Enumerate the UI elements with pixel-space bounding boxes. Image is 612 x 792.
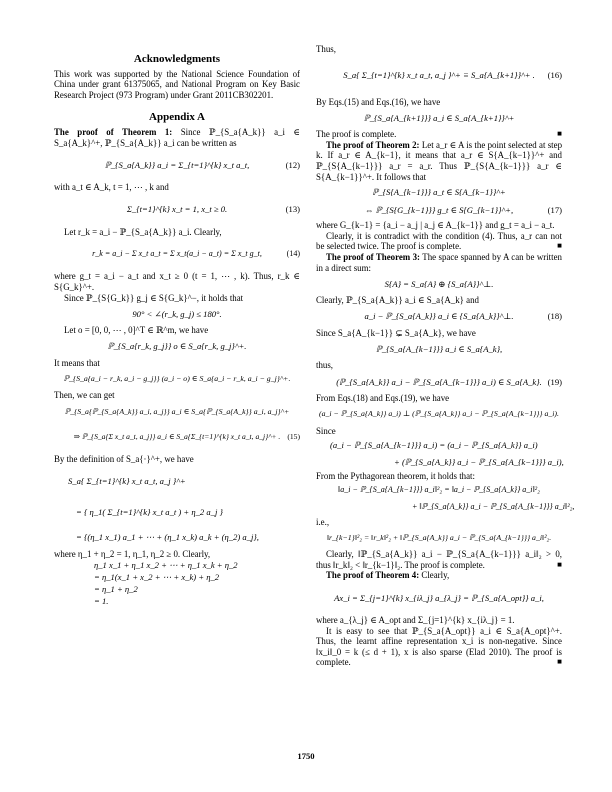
eta-sum-line3: = η_1 + η_2 [94,584,138,595]
equation-19 [316,374,562,390]
by-definition-text: By the definition of S_a{·}^+, we have [54,453,194,464]
equation-18-body: a_i − ℙ_{S_a{A_k}} a_i ∈ {S_a{A_k}}^⊥. [364,311,514,322]
eta-sum-line1: η_1 x_1 + η_1 x_2 + ⋯ + η_1 x_k + η_2 [94,560,238,571]
eta-sum-line4: = 1. [94,596,109,607]
equation-16 [316,58,562,94]
theorem2-text: Let a_r ∈ A is the point selected at step k. If a_r ∈ A_{k−1}, it means that a_r ∈ S{A_{k−1}}^+ and ℙ_{S{A_{k−1}}} a_r = a_r. Thus ℙ_{S{A_{k−1}}} a_r ∈ S{A_{k−1}}^+. It follows that [316,139,563,182]
qed-icon: ■ [557,241,562,251]
equation-15-body: ⇒ ℙ_{S_a{Σ x_t a_t, a_j}} a_i ∈ S_a{Σ_{t=1}^{k} x_t a_t, a_j}^+ . [73,431,281,441]
theorem1-intro: Since ℙ_{S_a{A_k}} a_i ∈ S_a{A_k}^+, ℙ_{S_a{A_k}} a_i can be written as [54,126,301,148]
proof-complete-1 [316,129,562,140]
theorem1-head: The proof of Theorem 1: [54,126,173,137]
easy-see-text: It is easy to see that ℙ_{S_a{A_opt}} a_i ∈ S_a{A_opt}^+. Thus, the learnt affine representation x_i is non-negative. Since ‖x_i‖_0 = k (≤ d + 1), x is also sparse (Elad 2010). The proof is complete. [316,625,562,668]
pythagorean-text: From the Pythagorean theorem, it holds that: [316,471,475,482]
where-G-text: where G_{k−1} = {a_i − a_j | a_j ∈ A_{k−1}} and g_t = a_i − a_t. [316,220,555,231]
proof-complete-1-text: The proof is complete. [316,129,397,140]
right-column [316,44,575,668]
equation-15 [54,423,300,451]
ie-text: i.e., [316,516,330,527]
projection-o-equation: ℙ_{S_a{r_k, g_j}} o ∈ S_a{r_k, g_j}^+. [107,341,247,352]
let-o-text: Let o = [0, 0, ⋯ , 0]^T ∈ ℝ^m, we have [64,325,209,336]
then-get-text: Then, we can get [54,390,115,401]
affine-hull-line3: = {(η_1 x_1) a_1 + ⋯ + (η_1 x_k) a_k + (η_2) a_j}, [76,532,259,543]
since-text-2: Since [316,425,336,436]
where-a-text: where a_{λ_j} ∈ A_opt and Σ_{j=1}^{k} x_{iλ_j} = 1. [316,615,515,626]
affine-hull-line2: = { η_1( Σ_{t=1}^{k} x_t a_t ) + η_2 a_j } [76,507,223,518]
theorem2-head: The proof of Theorem 2: [326,139,420,150]
with-text: with a_t ∈ A_k, t = 1, ⋯ , k and [54,182,169,193]
contradict-text: Clearly, it is contradict with the condition (4). Thus, a_r can not be selected twice. The proof is complete. [316,230,562,252]
direct-sum-equation: S{A} = S_a{A} ⊕ {S_a{A}}^⊥. [384,278,494,289]
from-eqs-text: From Eqs.(18) and Eqs.(19), we have [316,392,450,403]
it-means-text: It means that [54,357,100,368]
left-column [54,44,300,608]
theorem3-head: The proof of Theorem 3: [326,251,421,262]
sum-line1: (a_i − ℙ_{S_a{A_{k−1}}} a_i) = (a_i − ℙ_{S_a{A_k}} a_i) [330,439,538,450]
let-r-text: Let r_k = a_i − ℙ_{S_a{A_k}} a_i. Clearly, [64,226,222,237]
conclusion-equation: ℙ_{S_a{A_{k+1}}} a_i ∈ S_a{A_{k+1}}^+ [363,112,515,123]
contradict-paragraph [316,231,562,252]
equation-13 [54,196,300,224]
equation-12-number: (12) [285,159,300,170]
equation-14-number: (14) [286,249,300,259]
equation-17-line1: ℙ_{S{A_{k−1}}} a_t ∈ S{A_{k−1}}^+ [372,186,506,197]
qed-icon: ■ [557,559,562,569]
since-p-text: Since ℙ_{S{G_k}} g_j ∈ S{G_k}^−, it holds that [64,292,244,303]
affine-hull-line1: S_a{ Σ_{t=1}^{k} x_t a_t, a_j }^+ [68,476,186,487]
thus-text-2: thus, [316,360,334,371]
thus-text: Thus, [316,44,336,54]
clearly-norm-text: Clearly, ‖ℙ_{S_a{A_k}} a_i − ℙ_{S_a{A_{k−1}}} a_i‖₂ > 0, thus ‖r_k‖₂ < ‖r_{k−1}‖₂. The proof is complete. [316,549,562,570]
equation-17-body: ⇔ ℙ_{S{G_{k−1}}} g_t ∈ S{G_{k−1}}^+, [364,204,514,215]
eta-sum-line2: = η_1(x_1 + x_2 + ⋯ + x_k) + η_2 [94,572,220,583]
clearly-norm-paragraph [316,549,562,570]
equation-13-body: Σ_{t=1}^{k} x_t = 1, x_t ≥ 0. [126,204,228,215]
equation-13-number: (13) [285,204,300,215]
easy-see-paragraph [316,626,562,668]
equation-18 [316,309,562,325]
norm-line3: ‖r_{k−1}‖²₂ = ‖r_k‖²₂ + ‖ℙ_{S_a{A_k}} a_i − ℙ_{S_a{A_{k−1}}} a_i‖²₂. [326,532,552,542]
theorem2-paragraph [316,140,562,182]
p-in-equation: ℙ_{S_a{A_{k−1}}} a_i ∈ S_a{A_k}, [375,344,503,355]
appendix-heading: Appendix A [149,111,205,124]
equation-12-body: ℙ_{S_a{A_k}} a_i = Σ_{t=1}^{k} x_t a_t, [104,159,250,170]
by-eqs-text: By Eqs.(15) and Eqs.(16), we have [316,96,441,107]
equation-15-line1: ℙ_{S_a{ℙ_{S_a{A_k}} a_i, a_j}} a_i ∈ S_a{ℙ_{S_a{A_k}} a_i, a_j}^+ [64,406,290,416]
theorem1-paragraph [54,127,300,148]
perp-equation: (a_i − ℙ_{S_a{A_k}} a_i) ⊥ (ℙ_{S_a{A_k}} a_i − ℙ_{S_a{A_{k−1}}} a_i). [319,409,559,419]
theorem3-text: The space spanned by A can be written in a direct sum: [316,251,562,273]
equation-18-number: (18) [547,311,562,322]
equation-14-body: r_k = a_i − Σ x_t a_t = Σ x_t(a_i − a_t) = Σ x_t g_t, [92,249,262,259]
where-g-text: where g_t = a_i − a_t and x_t ≥ 0 (t = 1, ⋯ , k). Thus, r_k ∈ S{G_k}^+. [54,271,300,292]
clearly-p-text: Clearly, ℙ_{S_a{A_k}} a_i ∈ S_a{A_k} and [316,295,479,306]
equation-14 [54,240,300,268]
equation-19-body: (ℙ_{S_a{A_k}} a_i − ℙ_{S_a{A_{k−1}}} a_i) ∈ S_a{A_k}. [336,376,542,387]
qed-icon: ■ [557,657,562,667]
acknowledgments-text: This work was supported by the National Science Foundation of China under grant 61375065, and National Program on Key Basic Research Project (973 Program) under Grant 2011CB302201. [54,68,300,100]
angle-equation: 90° < ∠(r_k, g_j) ≤ 180°. [132,308,222,319]
ax-equation: Ax_i = Σ_{j=1}^{k} x_{iλ_j} a_{λ_j} = ℙ_{S_a{A_opt}} a_i, [334,592,544,603]
equation-16-body: S_a{ Σ_{t=1}^{k} x_t a_t, a_j }^+ ≡ S_a{A_{k+1}}^+ . [343,70,535,81]
equation-17-number: (17) [547,204,562,215]
theorem4-text: Clearly, [421,570,450,581]
equation-19-number: (19) [547,376,562,387]
theorem4-paragraph [316,570,562,581]
norm-line1: ‖a_i − ℙ_{S_a{A_{k−1}}} a_i‖²₂ = ‖a_i − ℙ_{S_a{A_k}} a_i‖²₂ [338,485,540,495]
equation-16-number: (16) [547,70,562,81]
equation-12 [54,151,300,179]
since-subset-text: Since S_a{A_{k−1}} ⊊ S_a{A_k}, we have [316,327,476,338]
theorem4-head: The proof of Theorem 4: [326,570,420,581]
equation-15-number: (15) [287,431,300,441]
acknowledgments-heading: Acknowledgments [133,53,221,65]
qed-icon: ■ [557,129,562,139]
page-number: 1750 [297,751,315,761]
equation-17 [316,202,562,218]
sum-line2: + (ℙ_{S_a{A_k}} a_i − ℙ_{S_a{A_{k−1}}} a_i), [394,456,564,467]
theorem3-paragraph [316,252,562,273]
where-eta-text: where η_1 + η_2 = 1, η_1, η_2 ≥ 0. Clearly, [54,548,211,559]
means-equation: ℙ_{S_a{a_i − r_k, a_i − g_j}} (a_i − o) ∈ S_a{a_i − r_k, a_i − g_j}^+. [63,374,291,384]
norm-line2: + ‖ℙ_{S_a{A_k}} a_i − ℙ_{S_a{A_{k−1}}} a_i‖²₂, [412,502,575,512]
